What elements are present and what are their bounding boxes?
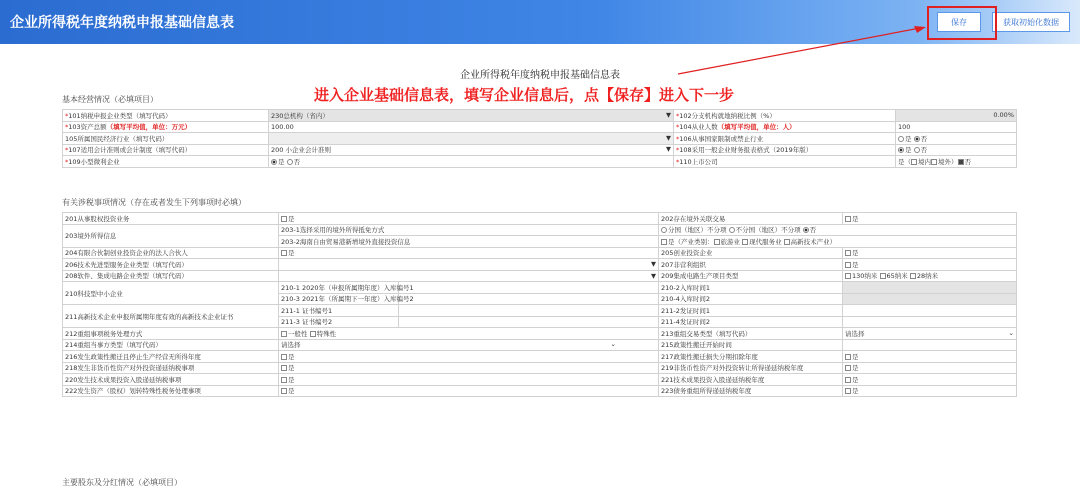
label-205: 205创业投资企业	[659, 247, 843, 259]
tax-matters-table: 201从事股权投资业务 是 202存在境外关联交易 是 203境外所得信息 203-1选择采用的境外所得抵免方式 分国（地区）不分项 不分国（地区）不分项 否 203-2海南自由贸易港新增境外直接投资信息 是（产业类别： 旅游业 现代服务业 高新技术产业） 204有限合伙制创业投资企业的法人合伙人 是 205创业投资企业 是 206技术先进型服务企业类型（填写代码） ▼ 207非营利组织 是 208软件、集成电路企业类型（填写代码） ▼ 209集成电路生产项目类型 130纳米 65纳米 28纳米 210科技型中小企业 210-1 2020年（申报所属期年度）入库编号1 210-2入库时间1 210-3 2021年（所属期下一年度）入库编号2 210-4入库时间2 211高新技术企业申报所属期年度有效的高新技术企业证书 211-1 证书编号1 211-2发证时间1 211-3 证书编号2 211-4发证时间2 212重组事项税务处理方式 一般性 特殊性 213重组交易类型（填写代码） 请选择 ⌄ 214重组当事方类型（填写代码） 请选择 ⌄ 215政策性搬迁开始时间 216发生政策性搬迁且停止生产经营无所得年度 是 217政策性搬迁损失分期扣除年度 是 218发生非货币性资产对外投资递延纳税事项 是 219非货币性资产对外投资转让所得递延纳税年度 是 220发生技术成果投资入股递延纳税事项 是 221技术成果投资入股递延纳税年度 是 222发生资产（股权）划转特殊性税务处理事项 是 223债务重组所得递延纳税年度 是	[62, 212, 1017, 397]
window-title: 企业所得税年度纳税申报基础信息表	[10, 15, 234, 31]
label-203-1: 203-1选择采用的境外所得抵免方式	[279, 224, 659, 236]
label-208: 208软件、集成电路企业类型（填写代码）	[63, 270, 279, 282]
radio-108-yes[interactable]	[898, 147, 904, 153]
select-206[interactable]	[279, 259, 659, 271]
select-213[interactable]: 请选择 ⌄	[843, 328, 1017, 340]
radio-203-1-b[interactable]	[729, 227, 735, 233]
checkbox-201[interactable]	[281, 216, 287, 222]
checkbox-222[interactable]	[281, 388, 287, 394]
label-206: 206技术先进型服务企业类型（填写代码）	[63, 259, 279, 271]
label-101: 101纳税申报企业类型（填写代码）	[68, 111, 172, 120]
checkbox-212-general[interactable]	[281, 331, 287, 337]
dropdown-arrow-icon: ▼	[651, 260, 656, 269]
save-button[interactable]: 保存	[937, 12, 981, 32]
radio-109-no[interactable]	[287, 159, 293, 165]
chevron-down-icon: ⌄	[610, 340, 616, 349]
section-shareholders-title: 主要股东及分红情况（必填项目）	[62, 478, 182, 487]
input-211-4[interactable]	[843, 316, 1017, 328]
label-210-4: 210-4入库时间2	[659, 293, 843, 305]
label-211-3: 211-3 证书编号2	[279, 316, 399, 328]
radio-109-yes[interactable]	[271, 159, 277, 165]
checkbox-203-2-hightech[interactable]	[784, 239, 790, 245]
label-209: 209集成电路生产项目类型	[659, 270, 843, 282]
label-211-2: 211-2发证时间1	[659, 305, 843, 317]
label-213: 213重组交易类型（填写代码）	[659, 328, 843, 340]
checkbox-219[interactable]	[845, 365, 851, 371]
label-217: 217政策性搬迁损失分期扣除年度	[659, 351, 843, 363]
dropdown-arrow-icon: ▼	[651, 271, 656, 280]
label-222: 222发生资产（股权）划转特殊性税务处理事项	[63, 385, 279, 397]
select-214[interactable]: 请选择 ⌄	[279, 339, 659, 351]
checkbox-110-overseas[interactable]	[931, 159, 937, 165]
input-215[interactable]	[843, 339, 1017, 351]
label-214: 214重组当事方类型（填写代码）	[63, 339, 279, 351]
hint-103: （填写平均值，单位：万元）	[106, 123, 192, 132]
label-216: 216发生政策性搬迁且停止生产经营无所得年度	[63, 351, 279, 363]
label-109: 109小型微利企业	[68, 157, 120, 166]
radio-203-1-no[interactable]	[803, 227, 809, 233]
label-106: 106从事国家限制或禁止行业	[679, 134, 764, 143]
label-219: 219非货币性资产对外投资转让所得递延纳税年度	[659, 362, 843, 374]
checkbox-110-domestic[interactable]	[911, 159, 917, 165]
label-203: 203境外所得信息	[63, 224, 279, 247]
input-211-3[interactable]	[399, 316, 659, 328]
checkbox-212-special[interactable]	[310, 331, 316, 337]
radio-203-1-a[interactable]	[661, 227, 667, 233]
label-102: 102分支机构就地纳税比例（%）	[679, 111, 776, 120]
value-102: 0.00%	[896, 110, 1017, 122]
chevron-down-icon: ⌄	[1008, 328, 1014, 337]
label-204: 204有限合伙制创业投资企业的法人合伙人	[63, 247, 279, 259]
label-108: 108采用一般企业财务报表格式（2019年版）	[679, 146, 813, 155]
label-202: 202存在境外关联交易	[659, 213, 843, 225]
input-211-1[interactable]	[399, 305, 659, 317]
checkbox-204[interactable]	[281, 250, 287, 256]
checkbox-207[interactable]	[845, 262, 851, 268]
label-211-1: 211-1 证书编号1	[279, 305, 399, 317]
label-103: 103资产总额	[68, 123, 107, 132]
label-212: 212重组事项税务处理方式	[63, 328, 279, 340]
label-220: 220发生技术成果投资入股递延纳税事项	[63, 374, 279, 386]
label-210-1: 210-1 2020年（申报所属期年度）入库编号1	[279, 282, 399, 294]
label-107: 107适用会计准则或会计制度（填写代码）	[68, 146, 192, 155]
checkbox-209-28[interactable]	[910, 273, 916, 279]
checkbox-110-no[interactable]	[958, 159, 964, 165]
label-207: 207非营利组织	[659, 259, 843, 271]
input-210-4[interactable]	[843, 293, 1017, 305]
input-211-2[interactable]	[843, 305, 1017, 317]
label-203-2: 203-2海南自由贸易港新增境外直接投资信息	[279, 236, 659, 248]
label-221: 221技术成果投资入股递延纳税年度	[659, 374, 843, 386]
section-tax-matters-title: 有关涉税事项情况（存在或者发生下列事项时必填）	[62, 198, 246, 207]
checkbox-203-2-service[interactable]	[742, 239, 748, 245]
label-215: 215政策性搬迁开始时间	[659, 339, 843, 351]
label-210: 210科技型中小企业	[63, 282, 279, 305]
get-init-data-button[interactable]: 获取初始化数据	[992, 12, 1070, 32]
checkbox-202[interactable]	[845, 216, 851, 222]
page-title: 企业所得税年度纳税申报基础信息表	[460, 70, 620, 81]
label-210-3: 210-3 2021年（所属期下一年度）入库编号2	[279, 293, 399, 305]
label-110: 110上市公司	[679, 157, 718, 166]
dropdown-arrow-icon: ▼	[666, 134, 671, 143]
section-basic-title: 基本经营情况（必填项目）	[62, 95, 158, 104]
label-210-2: 210-2入库时间1	[659, 282, 843, 294]
label-211: 211高新技术企业申报所属期年度有效的高新技术企业证书	[63, 305, 279, 328]
checkbox-216[interactable]	[281, 354, 287, 360]
select-101[interactable]: 230总机构（省内） ▼	[269, 110, 674, 122]
input-103[interactable]: 100.00	[269, 121, 674, 133]
checkbox-205[interactable]	[845, 250, 851, 256]
instruction-annotation: 进入企业基础信息表，填写企业信息后，点【保存】进入下一步	[314, 86, 735, 104]
checkbox-218[interactable]	[281, 365, 287, 371]
basic-info-table: *101纳税申报企业类型（填写代码） 230总机构（省内） ▼ *102分支机构就地纳税比例（%） 0.00% *103资产总额（填写平均值，单位：万元） 100.00 *104从业人数（填写平均值，单位：人） 100 105所属国民经济行业（填写代码） ▼ *106从事国家限制或禁止行业 是 否 *107适用会计准则或会计制度（填写代码） 200 小企业会计准则 ▼ *108采用一般企业财务报表格式（2019年版） 是 否 *109小型微利企业 是 否 *110上市公司 是（ 境内 境外） 否	[62, 109, 1017, 168]
checkbox-221[interactable]	[845, 377, 851, 383]
checkbox-223[interactable]	[845, 388, 851, 394]
hint-104: （填写平均值，单位：人）	[717, 123, 796, 132]
select-208[interactable]	[279, 270, 659, 282]
select-107[interactable]: 200 小企业会计准则 ▼	[269, 144, 674, 156]
checkbox-220[interactable]	[281, 377, 287, 383]
checkbox-209-65[interactable]	[880, 273, 886, 279]
label-211-4: 211-4发证时间2	[659, 316, 843, 328]
checkbox-203-2[interactable]	[661, 239, 667, 245]
input-104[interactable]: 100	[896, 121, 1017, 133]
label-218: 218发生非货币性资产对外投资递延纳税事项	[63, 362, 279, 374]
label-201: 201从事股权投资业务	[63, 213, 279, 225]
checkbox-203-2-tourism[interactable]	[714, 239, 720, 245]
radio-108-no[interactable]	[914, 147, 920, 153]
label-223: 223债务重组所得递延纳税年度	[659, 385, 843, 397]
radio-106-no[interactable]	[914, 136, 920, 142]
checkbox-209-130[interactable]	[845, 273, 851, 279]
dropdown-arrow-icon: ▼	[666, 110, 671, 119]
label-104: 104从业人数	[679, 123, 718, 132]
dropdown-arrow-icon: ▼	[666, 145, 671, 154]
input-210-2[interactable]	[843, 282, 1017, 294]
select-105[interactable]	[269, 133, 674, 145]
label-105: 105所属国民经济行业（填写代码）	[63, 133, 269, 145]
input-210-1[interactable]	[399, 282, 659, 294]
radio-106-yes[interactable]	[898, 136, 904, 142]
input-210-3[interactable]	[399, 293, 659, 305]
checkbox-217[interactable]	[845, 354, 851, 360]
